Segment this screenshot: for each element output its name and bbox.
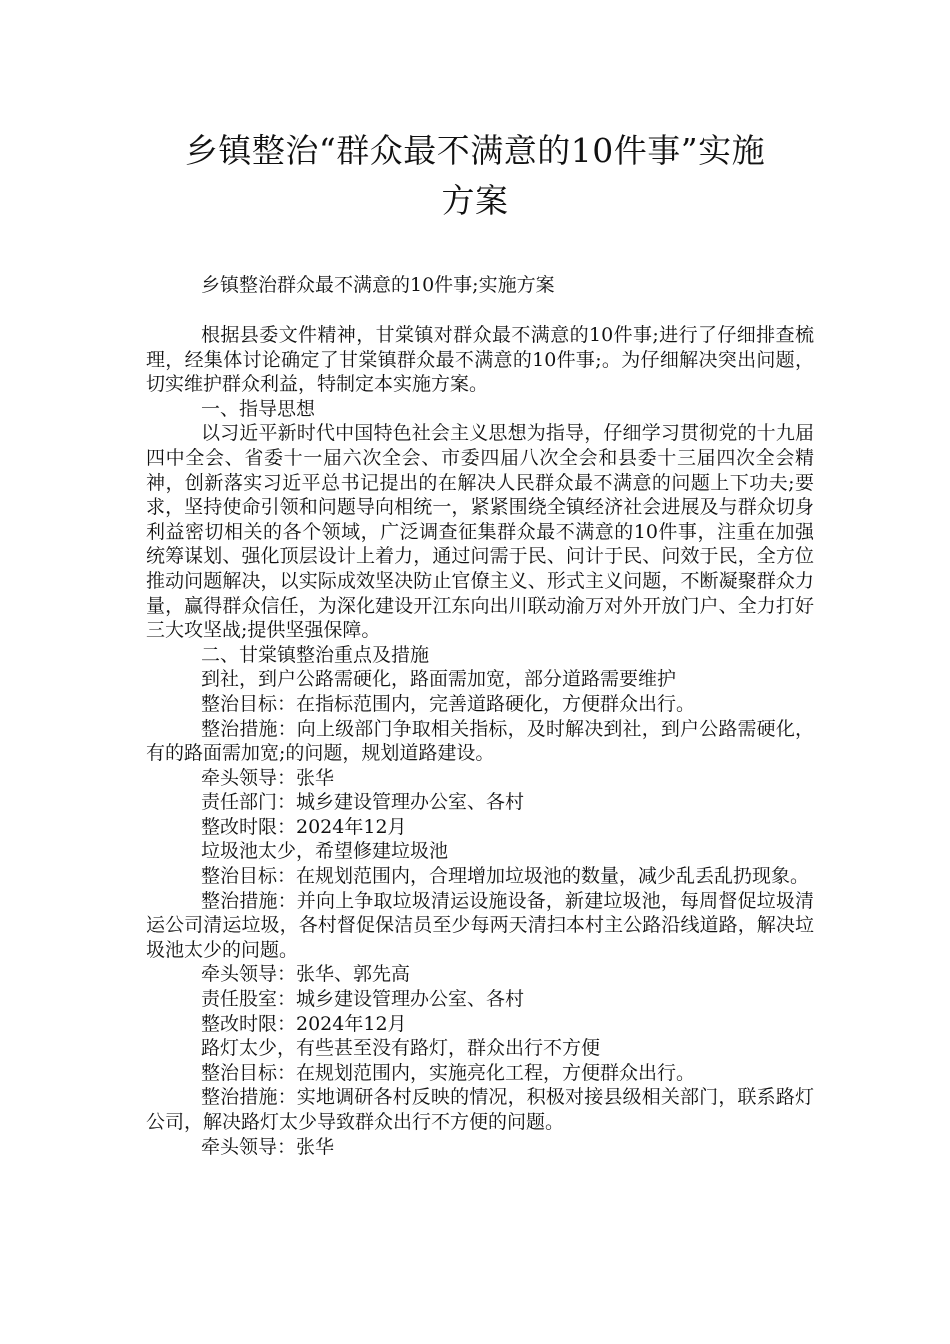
section-heading-1: 一、指导思想: [201, 397, 316, 420]
document-subtitle: 乡镇整治群众最不满意的10件事;实施方案: [201, 274, 555, 296]
paragraph-guiding-thought: 以习近平新时代中国特色社会主义思想为指导，仔细学习贯彻党的十九届四中全会、省委十一届六次全会、市委四届八次全会和县委十三届四次全会精神，创新落实习近平总书记提出的在解决人民群众最不满意的问题上下功夫;要求，坚持使命引领和问题导向相统一，紧紧围绕全镇经济社会进展及与群众切身利益密切相关的各个领域，广泛调查征集群众最不满意的10件事，注重在加强统筹谋划、强化顶层设计上着力，通过问需于民、问计于民、问效于民，全方位推动问题解决，以实际成效坚决防止官僚主义、形式主义问题，不断凝聚群众力量，赢得群众信任，为深化建设开江东向出川联动渝万对外开放门户、全力打好三大攻坚战;提供坚强保障。: [146, 422, 814, 642]
item-leader: 牵头领导：张华: [201, 766, 335, 789]
document-body: [146, 323, 814, 1159]
item-leader: 牵头领导：张华、郭先高: [201, 963, 411, 986]
title-line-2: 方案: [441, 181, 509, 220]
section-heading-2: 二、甘棠镇整治重点及措施: [201, 643, 430, 666]
item-measures: 整治措施：实地调研各村反映的情况，积极对接县级相关部门，联系路灯公司，解决路灯太少导致群众出行不方便的问题。: [146, 1086, 814, 1133]
item-target: 整治目标：在规划范围内，实施亮化工程，方便群众出行。: [201, 1061, 696, 1084]
item-deadline: 整改时限：2024年12月: [201, 1012, 407, 1035]
item-department: 责任部门：城乡建设管理办公室、各村: [201, 791, 525, 814]
paragraph-intro: 根据县委文件精神，甘棠镇对群众最不满意的10件事;进行了仔细排查梳理，经集体讨论确定了甘棠镇群众最不满意的10件事;。为仔细解决突出问题，切实维护群众利益，特制定本实施方案。: [146, 324, 814, 396]
item-department: 责任股室：城乡建设管理办公室、各村: [201, 988, 525, 1011]
item-target: 整治目标：在规划范围内，合理增加垃圾池的数量，减少乱丢乱扔现象。: [201, 865, 810, 888]
item-measures: 整治措施：并向上争取垃圾清运设施设备，新建垃圾池，每周督促垃圾清运公司清运垃圾，各村督促保洁员至少每两天清扫本村主公路沿线道路，解决垃圾池太少的问题。: [146, 889, 814, 961]
item-measures: 整治措施：向上级部门争取相关指标，及时解决到社，到户公路需硬化，有的路面需加宽;的问题，规划道路建设。: [146, 717, 814, 765]
title-line-1: 乡镇整治“群众最不满意的10件事”实施: [184, 131, 766, 170]
item-leader: 牵头领导：张华: [201, 1135, 335, 1158]
item-heading-streetlights: 路灯太少，有些甚至没有路灯，群众出行不方便: [201, 1037, 601, 1060]
item-target: 整治目标：在指标范围内，完善道路硬化，方便群众出行。: [201, 692, 696, 715]
item-heading-roads: 到社，到户公路需硬化，路面需加宽，部分道路需要维护: [201, 668, 677, 691]
item-deadline: 整改时限：2024年12月: [201, 815, 407, 838]
item-heading-garbage: 垃圾池太少，希望修建垃圾池: [201, 840, 449, 863]
document-title: [120, 126, 830, 226]
